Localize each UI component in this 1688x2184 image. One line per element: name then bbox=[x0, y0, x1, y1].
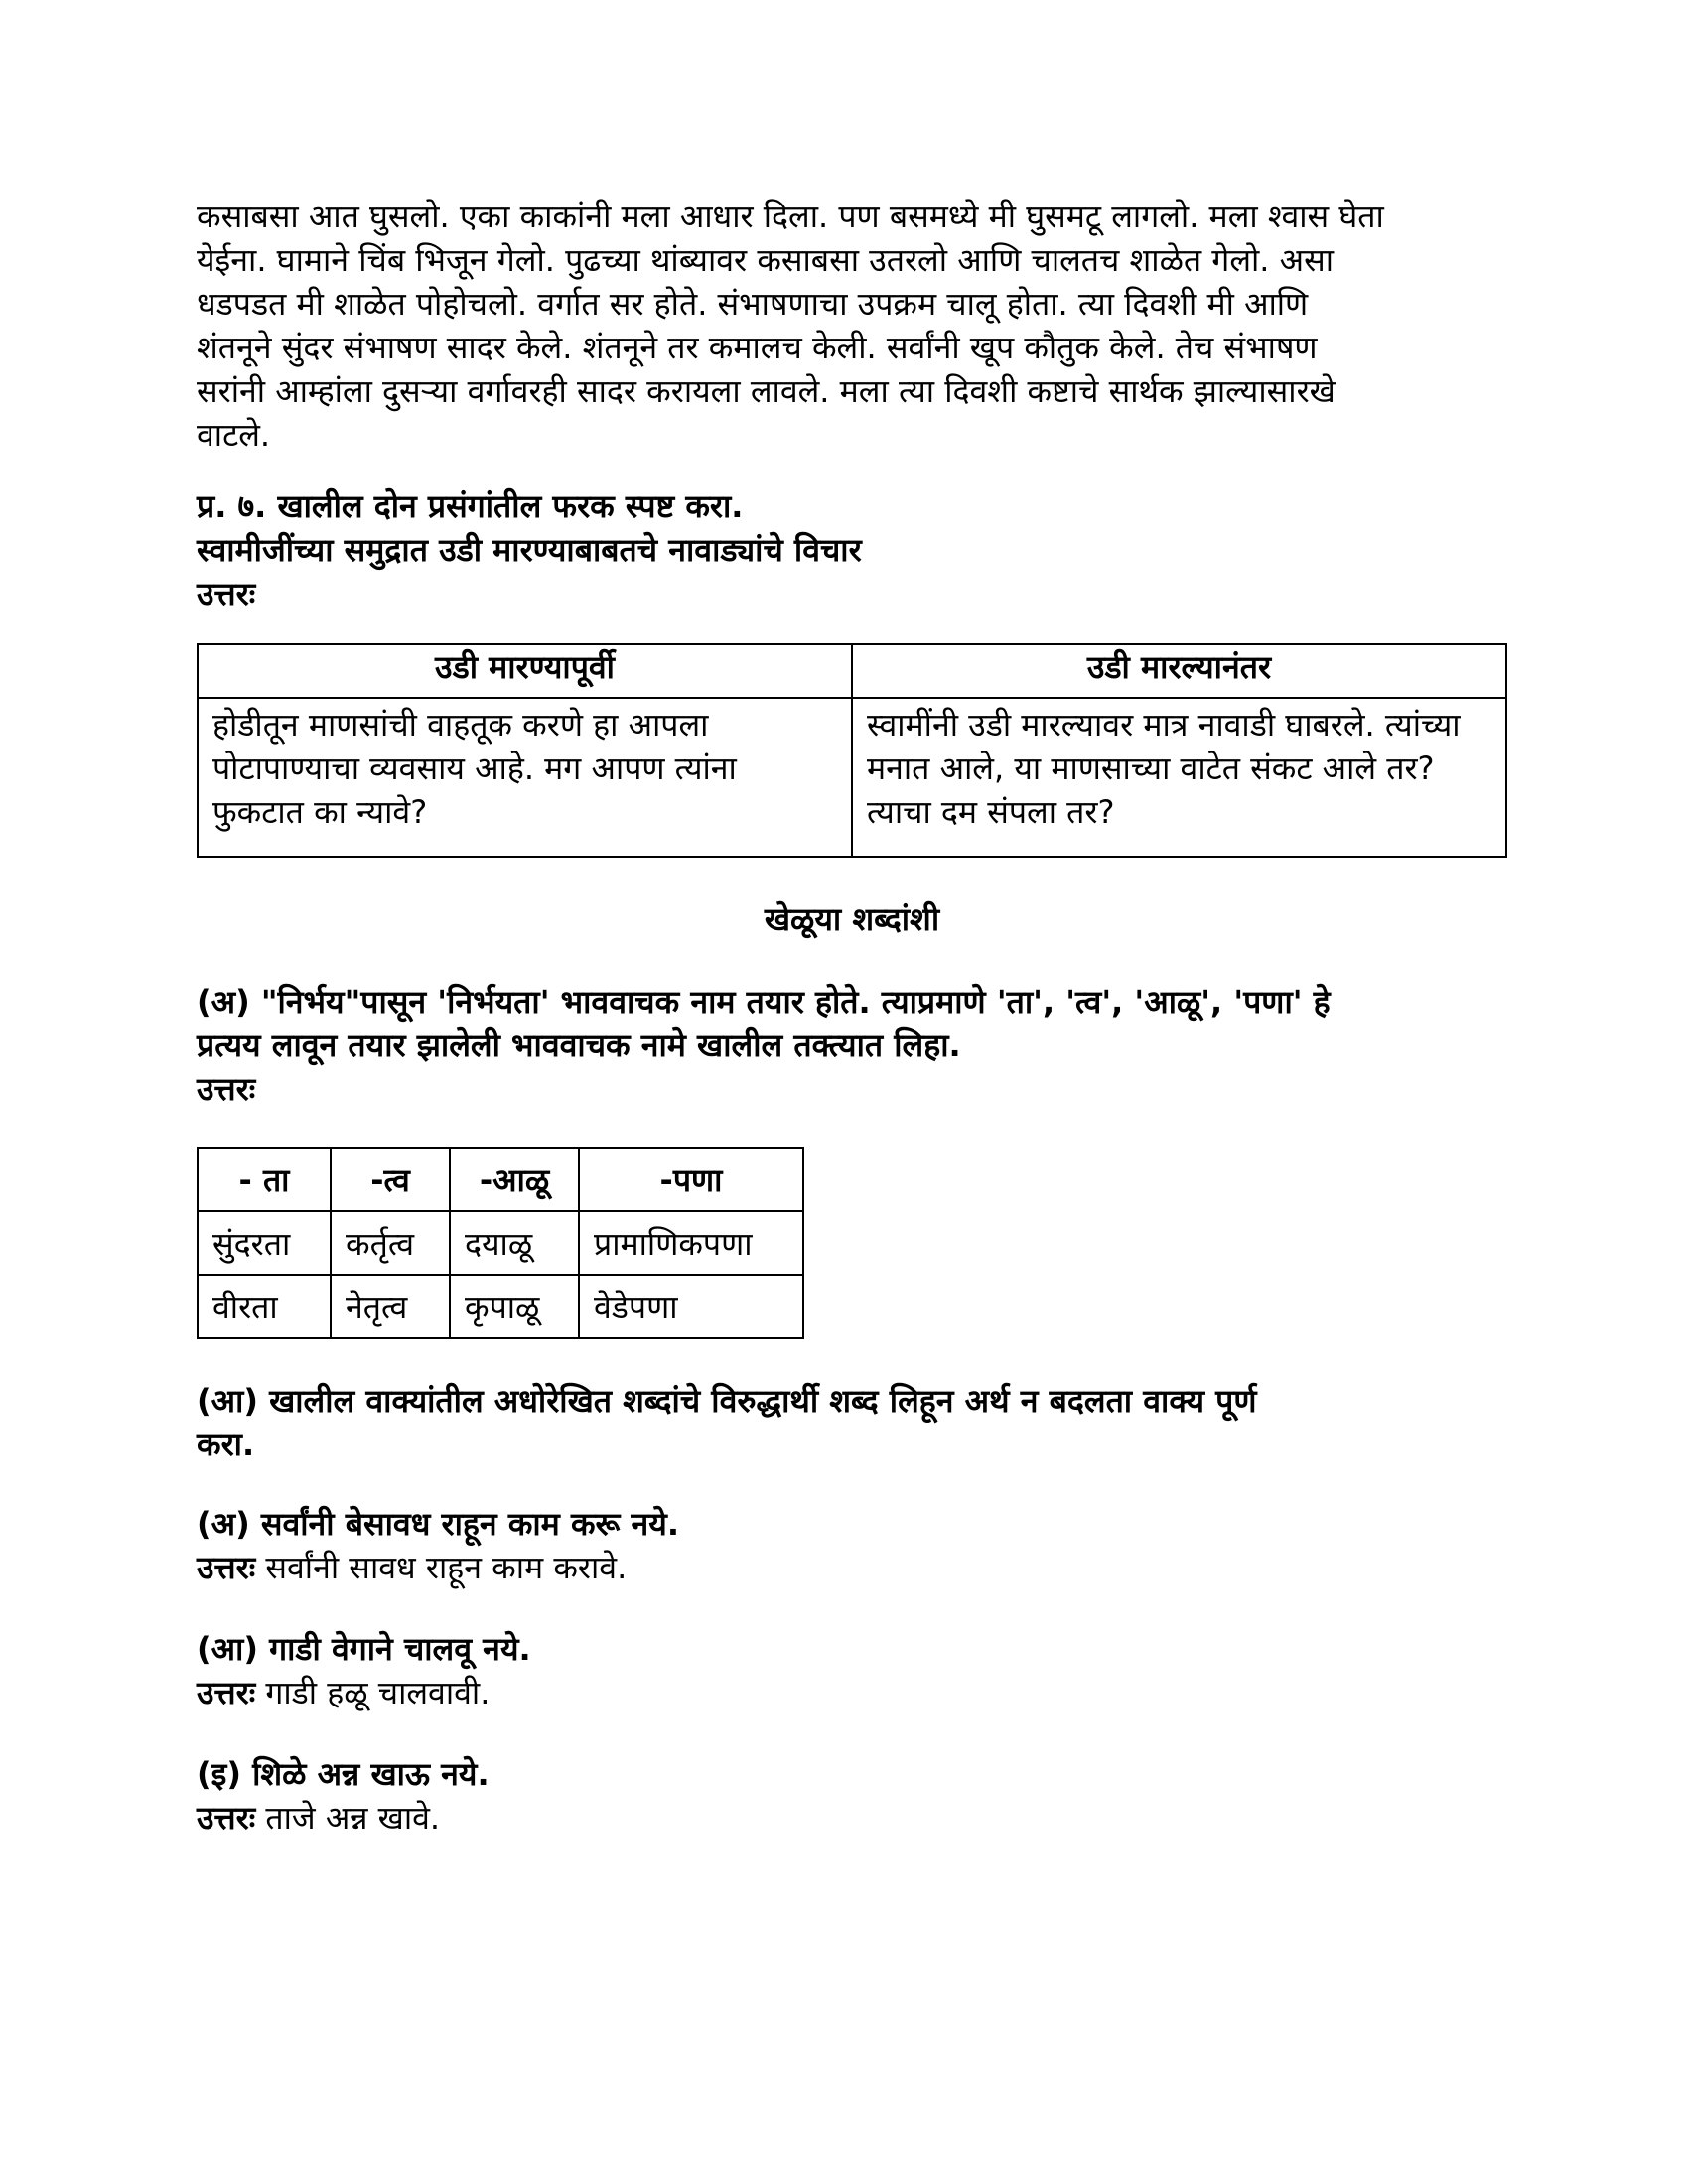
table-cell: कर्तृत्व bbox=[331, 1211, 450, 1275]
cell-line: फुकटात का न्यावे? bbox=[212, 793, 428, 831]
cell-line: स्वामींनी उडी मारल्यावर मात्र नावाडी घाबरले. त्यांच्या bbox=[867, 706, 1461, 744]
suffix-table bbox=[197, 1147, 804, 1339]
question-b-line1: (आ) खालील वाक्यांतील अधोरेखित शब्दांचे विरुद्धार्थी शब्द लिहून अर्थ न बदलता वाक्य पूर्ण bbox=[197, 1382, 1257, 1420]
answer-label: उत्तरः bbox=[197, 1674, 256, 1711]
table-row bbox=[198, 1211, 803, 1275]
table-row bbox=[198, 698, 1506, 857]
answer-label: उत्तरः bbox=[197, 1799, 256, 1837]
table-header-row bbox=[198, 644, 1506, 698]
cell-line: पोटापाण्याचा व्यवसाय आहे. मग आपण त्यांना bbox=[212, 750, 737, 787]
sub-answer bbox=[197, 1796, 1507, 1840]
section-title: खेळूया शब्दांशी bbox=[764, 900, 940, 938]
answer-text: ताजे अन्न खावे. bbox=[255, 1799, 441, 1837]
intro-paragraph bbox=[197, 195, 1507, 457]
text-line: धडपडत मी शाळेत पोहोचलो. वर्गात सर होते. संभाषणाचा उपक्रम चालू होता. त्या दिवशी मी आणि bbox=[197, 285, 1309, 323]
table-header-row bbox=[198, 1148, 803, 1211]
table-row bbox=[198, 1275, 803, 1338]
header-tva: -त्व bbox=[331, 1148, 450, 1211]
text-line: शंतनूने सुंदर संभाषण सादर केले. शंतनूने तर कमालच केली. सर्वांनी खूप कौतुक केले. तेच संभाषण bbox=[197, 329, 1318, 366]
text-line: येईना. घामाने चिंब भिजून गेलो. पुढच्या थांब्यावर कसाबसा उतरलो आणि चालतच शाळेत गेलो. असा bbox=[197, 241, 1335, 279]
header-pana: -पणा bbox=[579, 1148, 803, 1211]
sub-answer bbox=[197, 1671, 1507, 1714]
question-b-line2: करा. bbox=[197, 1426, 255, 1463]
question-a-line1: (अ) "निर्भय"पासून 'निर्भयता' भाववाचक नाम तयार होते. त्याप्रमाणे 'ता', 'त्व', 'आळू', 'पणा' हे bbox=[197, 983, 1331, 1021]
answer-label: उत्तरः bbox=[197, 575, 256, 613]
table-header-after: उडी मारल्यानंतर bbox=[852, 644, 1506, 698]
question-7-title: प्र. ७. खालील दोन प्रसंगांतील फरक स्पष्ट करा. bbox=[197, 487, 744, 525]
document-page bbox=[197, 195, 1507, 1840]
answer-label: उत्तरः bbox=[197, 1070, 256, 1108]
table-cell-after bbox=[852, 698, 1506, 857]
sub-question-text: (आ) गाडी वेगाने चालवू नये. bbox=[197, 1630, 531, 1668]
table-cell: वीरता bbox=[198, 1275, 331, 1338]
sub-question bbox=[197, 1752, 1507, 1840]
question-a bbox=[197, 980, 1507, 1111]
sub-answer bbox=[197, 1546, 1507, 1589]
sub-question-text: (अ) सर्वांनी बेसावध राहून काम करू नये. bbox=[197, 1505, 680, 1543]
sub-question bbox=[197, 1502, 1507, 1589]
table-cell: सुंदरता bbox=[198, 1211, 331, 1275]
text-line: कसाबसा आत घुसलो. एका काकांनी मला आधार दिला. पण बसमध्ये मी घुसमटू लागलो. मला श्वास घेता bbox=[197, 198, 1384, 235]
header-ta: - ता bbox=[198, 1148, 331, 1211]
cell-line: त्याचा दम संपला तर? bbox=[867, 793, 1115, 831]
table-cell: दयाळू bbox=[450, 1211, 579, 1275]
text-line: वाटले. bbox=[197, 416, 271, 454]
answer-text: सर्वांनी सावध राहून काम करावे. bbox=[255, 1549, 628, 1586]
header-aalu: -आळू bbox=[450, 1148, 579, 1211]
table-cell: प्रामाणिकपणा bbox=[579, 1211, 803, 1275]
answer-text: गाडी हळू चालवावी. bbox=[255, 1674, 491, 1711]
answer-label: उत्तरः bbox=[197, 1549, 256, 1586]
table-cell: वेडेपणा bbox=[579, 1275, 803, 1338]
question-b bbox=[197, 1379, 1507, 1466]
cell-line: होडीतून माणसांची वाहतूक करणे हा आपला bbox=[212, 706, 709, 744]
table-header-before: उडी मारण्यापूर्वी bbox=[198, 644, 852, 698]
text-line: सरांनी आम्हांला दुसऱ्या वर्गावरही सादर करायला लावले. मला त्या दिवशी कष्टाचे सार्थक झाल्यासारखे bbox=[197, 372, 1336, 410]
table-cell-before bbox=[198, 698, 852, 857]
question-7 bbox=[197, 484, 1507, 615]
question-7-subtitle: स्वामीजींच्या समुद्रात उडी मारण्याबाबतचे नावाड्यांचे विचार bbox=[197, 531, 862, 569]
cell-line: मनात आले, या माणसाच्या वाटेत संकट आले तर? bbox=[867, 750, 1435, 787]
table-cell: कृपाळू bbox=[450, 1275, 579, 1338]
table-cell: नेतृत्व bbox=[331, 1275, 450, 1338]
sub-question bbox=[197, 1627, 1507, 1714]
comparison-table bbox=[197, 643, 1507, 858]
sub-question-text: (इ) शिळे अन्न खाऊ नये. bbox=[197, 1755, 490, 1793]
question-a-line2: प्रत्यय लावून तयार झालेली भाववाचक नामे खालील तक्त्यात लिहा. bbox=[197, 1026, 961, 1064]
